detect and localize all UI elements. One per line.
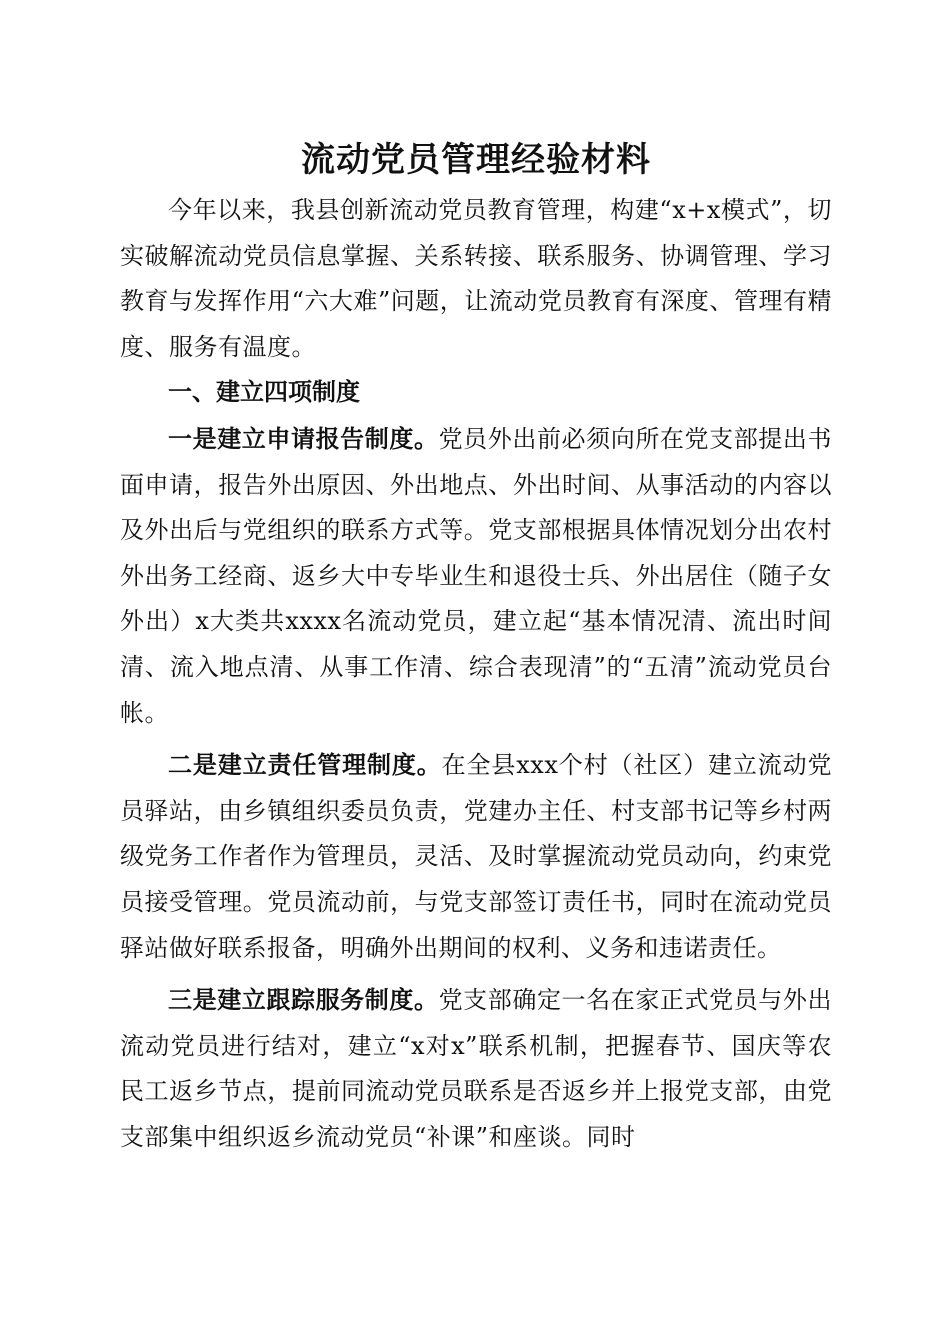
item-lead-3: 三是建立跟踪服务制度。	[168, 985, 439, 1015]
document-title: 流动党员管理经验材料	[301, 140, 651, 180]
item-text-3: 党支部确定一名在家正式党员与外出流动党员进行结对，建立“x对x”联系机制，把握春节、国庆等农民工返乡节点，提前同流动党员联系是否返乡并上报党支部，由党支部集中组织返乡流动党员“补课”和座谈。同时	[120, 986, 833, 1151]
item-paragraph-3	[120, 977, 832, 1160]
intro-paragraph: 今年以来，我县创新流动党员教育管理，构建“x+x模式”，切实破解流动党员信息掌握、关系转接、联系服务、协调管理、学习教育与发挥作用“六大难”问题，让流动党员教育有深度、管理有精度、服务有温度。	[120, 196, 832, 361]
item-lead-2: 二是建立责任管理制度。	[168, 750, 442, 780]
item-paragraph-2	[120, 742, 832, 971]
section-heading: 一、建立四项制度	[168, 378, 360, 407]
item-lead-1: 一是建立申请报告制度。	[168, 423, 439, 453]
item-text-2: 在全县xxx个村（社区）建立流动党员驿站，由乡镇组织委员负责，党建办主任、村支部书记等乡村两级党务工作者作为管理员，灵活、及时掌握流动党员动向，约束党员接受管理。党员流动前，与党支部签订责任书，同时在流动党员驿站做好联系报备，明确外出期间的权利、义务和违诺责任。	[120, 751, 833, 962]
item-text-1: 党员外出前必须向所在党支部提出书面申请，报告外出原因、外出地点、外出时间、从事活动的内容以及外出后与党组织的联系方式等。党支部根据具体情况划分出农村外出务工经商、返乡大中专毕业生和退役士兵、外出居住（随子女外出）x大类共xxxx名流动党员，建立起“基本情况清、流出时间清、流入地点清、从事工作清、综合表现清”的“五清”流动党员台帐。	[120, 424, 833, 727]
item-paragraph-1	[120, 416, 832, 736]
document-body	[120, 132, 832, 1160]
